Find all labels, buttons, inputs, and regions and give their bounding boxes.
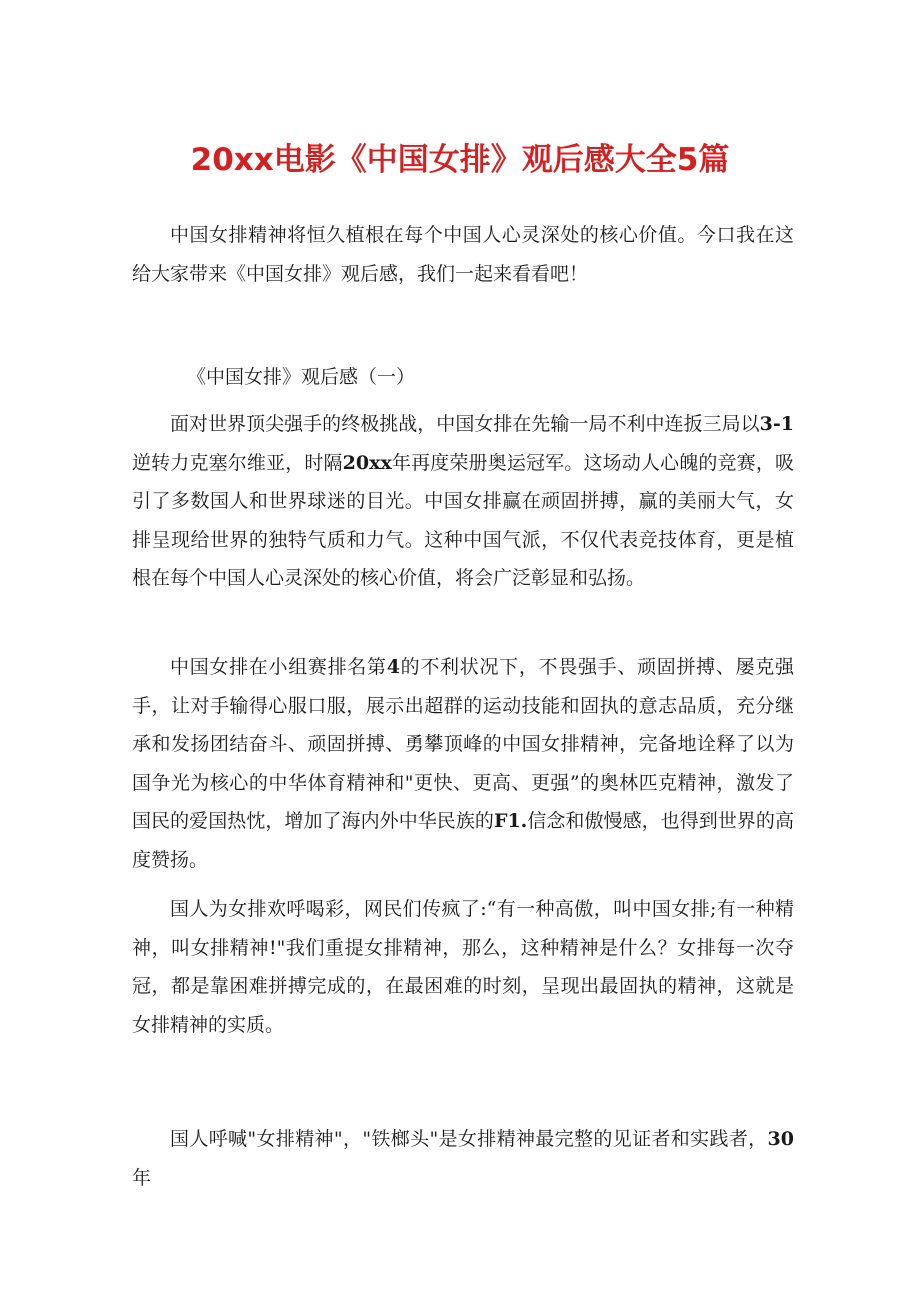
p4-years: 30	[767, 1128, 794, 1150]
document-title: 20xx电影《中国女排》观后感大全5篇	[190, 142, 730, 178]
p1-year: 20xx	[342, 451, 392, 474]
p2-text-2: 的不利状况下，不畏强手、顽固拼搏、屡克强手，让对手输得心服口服，展示出超群的运动技能和固执的意志品质，充分继承和发扬团结奋斗、顽固拼搏、勇攀顶峰的中国女排精神，完备地诠释了以为国争光为核心的中华体育精神和"更快、更高、更强”的奥林匹克精神，激发了国民的爱国热忱，增加了海内外中华民族的	[132, 656, 794, 832]
section-heading: 《中国女排》观后感（一）	[187, 366, 416, 388]
paragraph-3: 国人为女排欢呼喝彩，网民们传疯了:“有一种高傲，叫中国女排;有一种精神，叫女排精神!"我们重提女排精神，那么，这种精神是什么？女排每一次夺冠，都是靠困难拼搏完成的，在最困难的时刻，呈现出最固执的精神，这就是女排精神的实质。	[132, 898, 794, 1036]
p2-text-1: 中国女排在小组赛排名第	[170, 656, 387, 678]
p1-text-3: 年再度荣册奥运冠军。这场动人心魄的竞赛，吸引了多数国人和世界球迷的目光。中国女排赢在顽固拼搏，赢的美丽大气，女排呈现给世界的独特气质和力气。这种中国气派，不仅代表竞技体育，更是植根在每个中国人心灵深处的核心价值，将会广泛彰显和弘扬。	[132, 451, 794, 589]
p1-text-2: 逆转力克塞尔维亚，时隔	[132, 451, 343, 474]
p2-rank: 4	[386, 656, 400, 678]
paragraph-2	[132, 648, 794, 879]
p1-score: 3-1	[759, 413, 794, 435]
p4-text-2: 年	[132, 1166, 152, 1189]
paragraph-4	[132, 1120, 794, 1197]
p4-text-1: 国人呼喊"女排精神"，"铁榔头"是女排精神最完整的见证者和实践者，	[170, 1128, 768, 1150]
p2-bold-f1: F1.	[493, 810, 528, 832]
p1-text-1: 面对世界顶尖强手的终极挑战，中国女排在先输一局不利中连扳三局以	[170, 413, 760, 435]
paragraph-1	[132, 405, 794, 598]
p2-text-3: 信念和傲慢感，也得到世界的高度赞扬。	[132, 810, 794, 871]
intro-paragraph: 中国女排精神将恒久植根在每个中国人心灵深处的核心价值。今口我在这给大家带来《中国女排》观后感，我们一起来看看吧！	[132, 224, 794, 285]
